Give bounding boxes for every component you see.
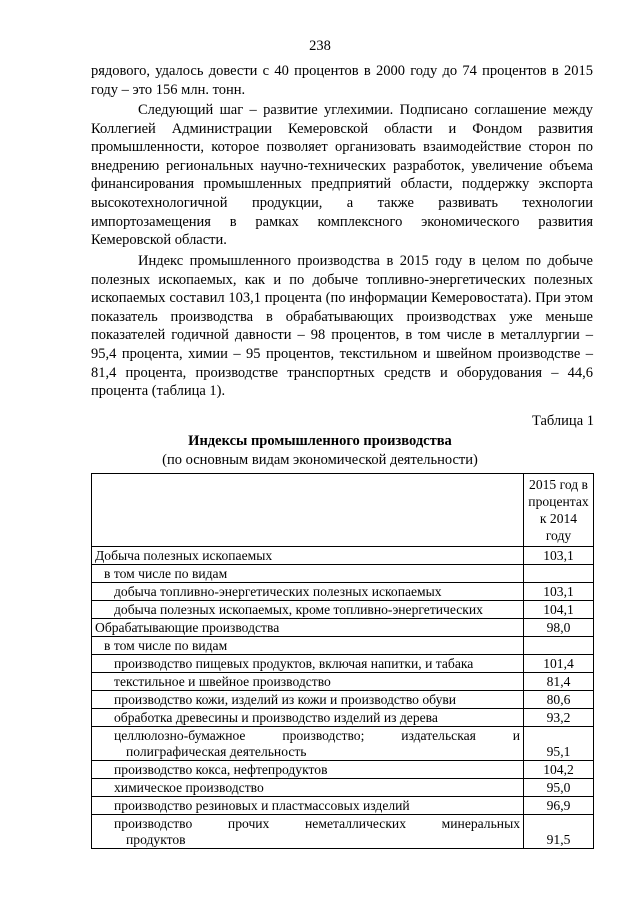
- page-number: 238: [309, 38, 331, 54]
- row-value: 95,1: [524, 727, 594, 761]
- row-name: добыча топливно-энергетических полезных ископаемых: [92, 583, 524, 601]
- row-value: 96,9: [524, 797, 594, 815]
- table-row: [92, 691, 594, 709]
- row-name: обработка древесины и производство изделий из дерева: [92, 709, 524, 727]
- row-name: Обрабатывающие производства: [92, 619, 524, 637]
- table-row: [92, 815, 594, 849]
- row-value: 80,6: [524, 691, 594, 709]
- row-name: в том числе по видам: [92, 637, 524, 655]
- row-value: 101,4: [524, 655, 594, 673]
- row-name: производство резиновых и пластмассовых изделий: [92, 797, 524, 815]
- row-name: производство кокса, нефтепродуктов: [92, 761, 524, 779]
- row-name: добыча полезных ископаемых, кроме топливно-энергетических: [92, 601, 524, 619]
- row-value: 91,5: [524, 815, 594, 849]
- table-title: Индексы промышленного производства: [188, 433, 452, 449]
- table-row: [92, 601, 594, 619]
- row-value: 104,2: [524, 761, 594, 779]
- table-row: [92, 547, 594, 565]
- row-name-line-2: продуктов: [126, 832, 186, 847]
- row-value: 81,4: [524, 673, 594, 691]
- row-value: 103,1: [524, 547, 594, 565]
- row-value: 93,2: [524, 709, 594, 727]
- table-row: [92, 565, 594, 583]
- row-value: 95,0: [524, 779, 594, 797]
- row-value: 98,0: [524, 619, 594, 637]
- table-label: Таблица 1: [531, 413, 594, 429]
- table-row: [92, 637, 594, 655]
- row-name: в том числе по видам: [92, 565, 524, 583]
- row-name: [92, 815, 524, 849]
- table-title-block: [0, 432, 640, 469]
- table-row: [92, 655, 594, 673]
- table-row: [92, 673, 594, 691]
- row-name-line-1: производство прочих неметаллических минеральных: [114, 816, 520, 831]
- table-header-row: [92, 474, 594, 547]
- table-row: [92, 727, 594, 761]
- table-row: [92, 583, 594, 601]
- row-value: 103,1: [524, 583, 594, 601]
- row-name: [92, 727, 524, 761]
- table-row: [92, 779, 594, 797]
- row-name: химическое производство: [92, 779, 524, 797]
- row-value: [524, 637, 594, 655]
- row-name: производство пищевых продуктов, включая напитки, и табака: [92, 655, 524, 673]
- table-row: [92, 619, 594, 637]
- table-row: [92, 761, 594, 779]
- paragraph-1: рядового, удалось довести с 40 процентов в 2000 году до 74 процентов в 2015 году – это 156 млн. тонн.: [91, 63, 593, 98]
- row-value: [524, 565, 594, 583]
- row-name-line-1: целлюлозно-бумажное производство; издательская и: [114, 728, 520, 743]
- paragraph-2: Следующий шаг – развитие углехимии. Подписано соглашение между Коллегией Администрации Кемеровской области и Фондом развития промышленности, которое позволяет организовать взаимодействие сторон по внедрению региональных научно-технических разработок, увеличение объема финансирования промышленных предприятий области, поддержку экспорта высокотехнологичной продукции, а также развивать технологии импортозамещения в рамках комплексного экономического развития Кемеровской области.: [91, 102, 593, 249]
- table-subtitle: (по основным видам экономической деятельности): [162, 451, 478, 468]
- row-name-line-2: полиграфическая деятельность: [126, 744, 307, 759]
- table-row: [92, 797, 594, 815]
- row-value: 104,1: [524, 601, 594, 619]
- row-name: производство кожи, изделий из кожи и производство обуви: [92, 691, 524, 709]
- paragraph-3: Индекс промышленного производства в 2015 году в целом по добыче полезных ископаемых, как и по добыче топливно-энергетических полезных ископаемых составил 103,1 процента (по информации Кемеровостата). При этом показатель производства в обрабатывающих производствах уже меньше показателей годичной давности – 98 процентов, в том числе в металлургии – 95,4 процента, химии – 95 процентов, текстильном и швейном производстве – 81,4 процента, производстве транспортных средств и оборудования – 44,6 процента (таблица 1).: [91, 253, 593, 400]
- column-header: 2015 год в процентах к 2014 году: [524, 474, 594, 547]
- row-name: Добыча полезных ископаемых: [92, 547, 524, 565]
- industrial-index-table: [91, 473, 594, 849]
- header-empty-cell: [92, 474, 524, 547]
- row-name: текстильное и швейное производство: [92, 673, 524, 691]
- table-row: [92, 709, 594, 727]
